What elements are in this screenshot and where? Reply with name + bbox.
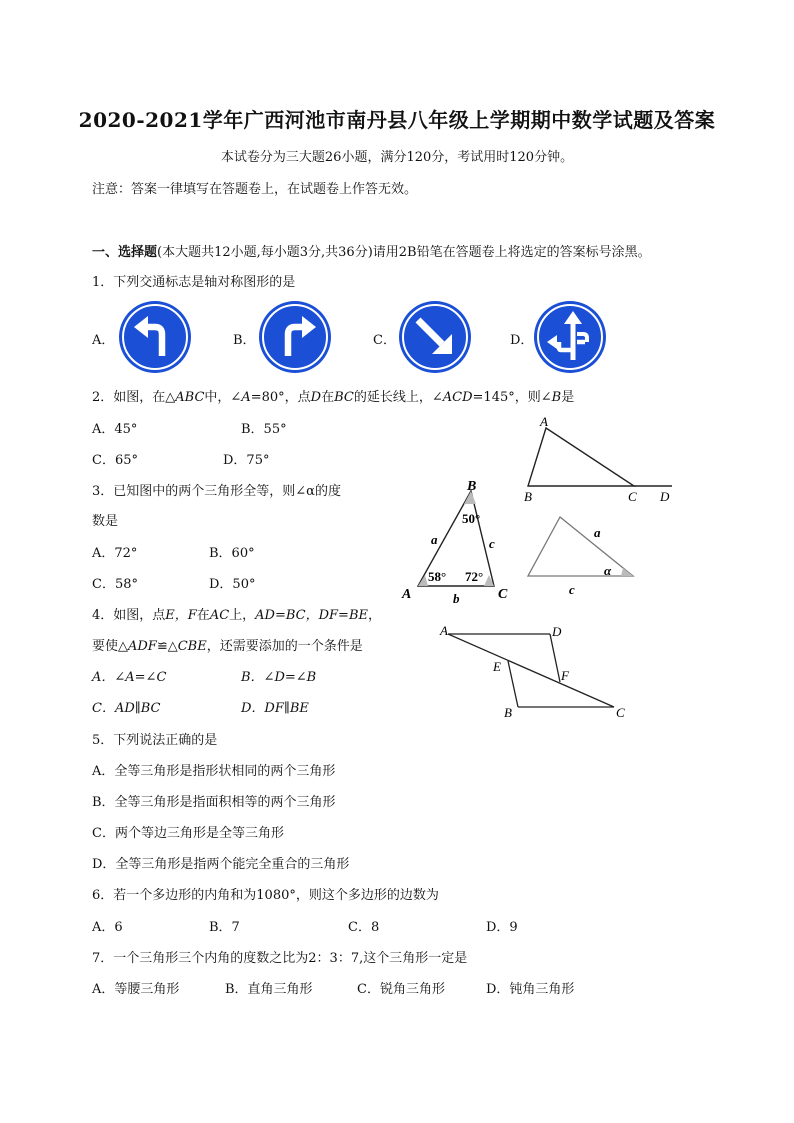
q2-option-a: A．45° <box>92 422 138 437</box>
q7-option-d: D．钝角三角形 <box>486 982 575 997</box>
q3-side-b: b <box>453 591 460 604</box>
q3-point-b: B <box>467 479 477 494</box>
q4-text: ≌△ <box>156 639 178 654</box>
q1-label-d: D． <box>510 333 534 348</box>
q6-option-a: A．6 <box>92 920 123 935</box>
q7-option-b: B．直角三角形 <box>225 982 313 997</box>
q5-option-c: C．两个等边三角形是全等三角形 <box>92 826 284 841</box>
q1-label-c: C． <box>373 333 396 348</box>
q2-text: =145°，则∠ <box>472 390 552 405</box>
q4-point-d: D <box>552 624 562 639</box>
q3-option-c: C．58° <box>92 577 138 592</box>
page-title: 2020-2021学年广西河池市南丹县八年级上学期期中数学试题及答案 <box>78 108 716 132</box>
section-description: (本大题共12小题,每小题3分,共36分)请用2B铅笔在答题卷上将选定的答案标号涂黑。 <box>157 245 651 260</box>
q4-point-e: E <box>493 659 501 674</box>
q3-side-a: a <box>431 532 438 547</box>
q3-angle-b: 50° <box>462 511 481 526</box>
q4-option-a: A．∠A=∠C <box>92 670 167 685</box>
q4-var: ADF <box>128 639 157 654</box>
q4-text: 4．如图，点 <box>92 608 166 623</box>
straight-or-left-sign-icon <box>533 300 607 374</box>
q2-text: 中，∠ <box>204 390 242 405</box>
q4-option-b: B．∠D=∠B <box>241 670 317 685</box>
q4-var: AD=BC，DF=BE <box>255 608 368 623</box>
q5-option-a: A．全等三角形是指形状相同的两个三角形 <box>92 764 336 779</box>
section-heading <box>92 241 651 260</box>
exam-info: 本试卷分为三大题26小题，满分120分，考试用时120分钟。 <box>220 150 574 165</box>
q2-text: 2．如图，在△ <box>92 390 176 405</box>
q1-stem: 1．下列交通标志是轴对称图形的是 <box>92 275 296 290</box>
q6-stem: 6．若一个多边形的内角和为1080°，则这个多边形的边数为 <box>92 888 439 903</box>
q2-point-b: B <box>524 489 532 504</box>
q2-point-a: A <box>540 414 548 429</box>
q4-text: ， <box>368 608 382 623</box>
q2-option-b: B．55° <box>241 422 287 437</box>
q2-point-c: C <box>628 489 637 504</box>
q2-var: B <box>551 390 562 405</box>
q3-triangle-figure-2 <box>520 510 640 600</box>
q2-text: 在 <box>321 390 335 405</box>
q2-var: ABC <box>175 390 205 405</box>
q4-option-d: D．DF∥BE <box>241 701 309 716</box>
q4-text: 上， <box>229 608 256 623</box>
q2-triangle-figure <box>518 412 688 508</box>
q7-option-a: A．等腰三角形 <box>92 982 180 997</box>
q2-stem <box>92 386 574 405</box>
turn-right-sign-icon <box>258 300 332 374</box>
q3-stem-line2: 数是 <box>92 514 119 529</box>
notice: 注意：答案一律填写在答题卷上，在试题卷上作答无效。 <box>92 182 418 197</box>
q2-var: ACD <box>442 390 473 405</box>
q3-side-c: c <box>489 536 495 551</box>
q3-point-c: C <box>498 587 508 602</box>
q2-var: BC <box>334 390 354 405</box>
q6-option-d: D．9 <box>486 920 518 935</box>
q1-label-b: B． <box>233 333 256 348</box>
q4-var: AC <box>209 608 230 623</box>
q2-option-d: D．75° <box>223 453 270 468</box>
q5-stem: 5．下列说法正确的是 <box>92 733 218 748</box>
q2-var: D <box>310 390 322 405</box>
q4-point-b: B <box>504 705 512 720</box>
q4-text: 在 <box>196 608 210 623</box>
q4-stem-line2 <box>92 635 363 654</box>
q2-text: =80°，点 <box>250 390 311 405</box>
q2-var: A <box>241 390 251 405</box>
q2-option-c: C．65° <box>92 453 138 468</box>
section-title: 一、选择题 <box>92 245 158 260</box>
turn-left-sign-icon <box>118 300 192 374</box>
q4-option-c: C．AD∥BC <box>92 701 161 716</box>
q3-fig2-side-a: a <box>594 525 601 540</box>
q4-text: 要使△ <box>92 639 128 654</box>
q3-angle-a: 58° <box>428 569 447 584</box>
q3-fig2-angle-alpha: α <box>604 563 612 578</box>
q4-point-c: C <box>616 705 625 720</box>
q5-option-b: B．全等三角形是指面积相等的两个三角形 <box>92 795 336 810</box>
q5-option-d: D．全等三角形是指两个能完全重合的三角形 <box>92 857 350 872</box>
q3-stem-line1: 3．已知图中的两个三角形全等，则∠α的度 <box>92 484 341 499</box>
q4-var: E，F <box>165 608 197 623</box>
diagonal-down-right-sign-icon <box>398 300 472 374</box>
q3-option-a: A．72° <box>92 546 138 561</box>
q4-quadrilateral-figure <box>434 620 634 724</box>
q6-option-c: C．8 <box>348 920 380 935</box>
q3-triangle-figure-1 <box>394 474 520 604</box>
q6-option-b: B．7 <box>209 920 240 935</box>
q1-label-a: A． <box>92 333 115 348</box>
q7-option-c: C．锐角三角形 <box>357 982 445 997</box>
q3-fig2-side-c: c <box>569 582 575 597</box>
q3-point-a: A <box>402 587 412 602</box>
q4-point-f: F <box>561 668 569 683</box>
q7-stem: 7．一个三角形三个内角的度数之比为2：3：7,这个三角形一定是 <box>92 951 468 966</box>
q2-text: 是 <box>561 390 575 405</box>
q3-option-b: B．60° <box>209 546 255 561</box>
q4-stem-line1 <box>92 604 381 623</box>
q3-option-d: D．50° <box>209 577 256 592</box>
q4-point-a: A <box>440 623 448 638</box>
q2-text: 的延长线上，∠ <box>353 390 443 405</box>
q4-var: CBE <box>177 639 207 654</box>
q4-text: ，还需要添加的一个条件是 <box>206 639 363 654</box>
q3-angle-c: 72° <box>465 569 484 584</box>
q2-point-d: D <box>660 489 670 504</box>
